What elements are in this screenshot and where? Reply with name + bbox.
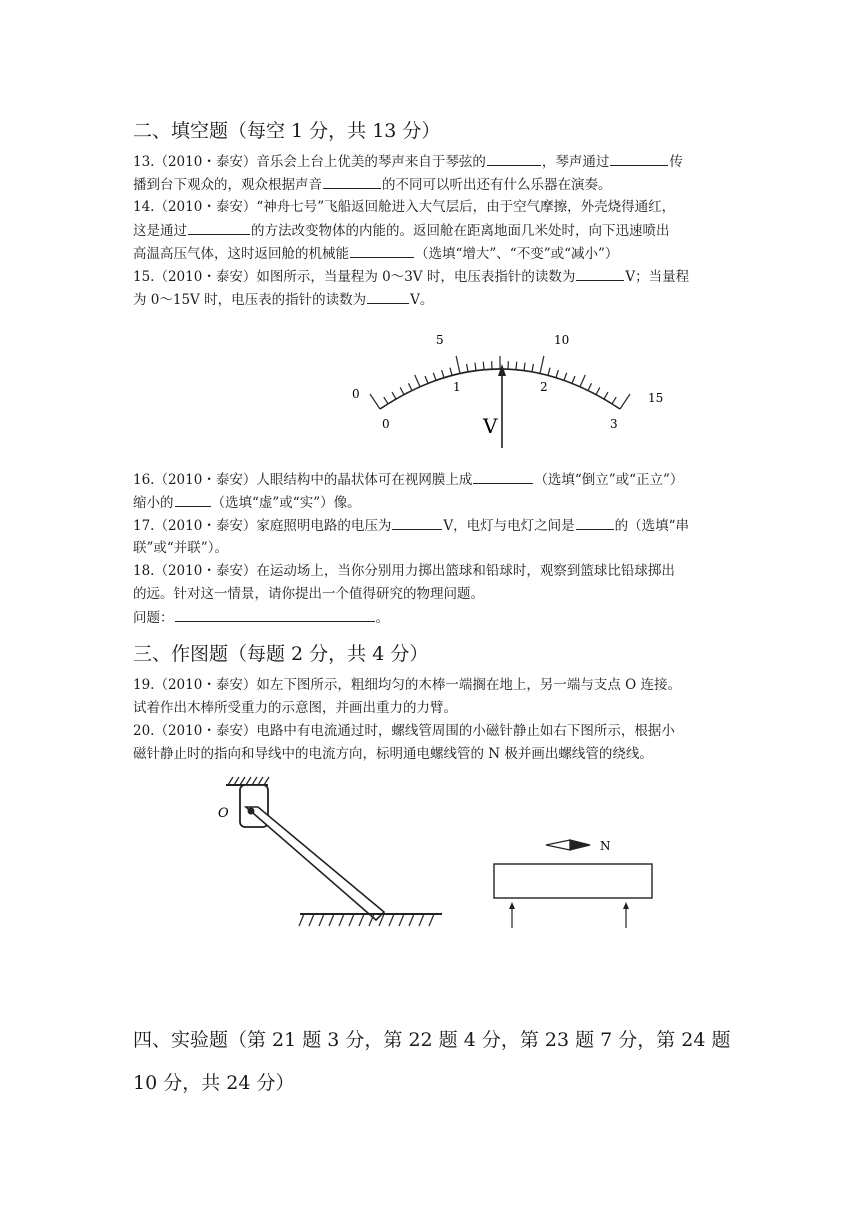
scale-label-top-15: 15 [648,391,664,405]
hatch-mark [409,914,414,926]
scale-tick [456,356,460,374]
hatch-mark [359,914,364,926]
current-arrow-left [509,902,515,909]
answer-blank [487,151,541,166]
scale-tick [384,397,388,404]
hatch-mark [234,777,239,785]
scale-tick [425,376,428,383]
scale-tick [467,364,468,372]
scale-label-top-10: 10 [554,333,570,347]
answer-blank [473,469,533,484]
hatch-mark [329,914,334,926]
hatch-mark [264,777,269,785]
scale-tick [442,370,444,378]
scale-tick [433,373,436,381]
current-arrow-right [623,902,629,909]
scale-tick [588,383,592,390]
hatch-mark [252,777,257,785]
answer-blank [175,492,211,507]
scale-label-bottom-3: 3 [610,417,618,431]
scale-tick [370,394,380,409]
scale-label-bottom-1: 1 [453,380,461,394]
section-title-fill-blank: 二、填空题（每空 1 分，共 13 分） [133,120,441,142]
scale-tick [556,370,558,378]
wooden-rod [246,807,384,920]
scale-tick [415,375,420,387]
voltmeter-figure [340,318,680,453]
compass-needle-black [570,840,590,850]
scale-tick [408,383,412,390]
scale-tick [564,373,567,381]
scale-tick [532,364,533,372]
hatch-mark [309,914,314,926]
hatch-mark [299,914,304,926]
scale-tick [450,368,452,376]
scale-tick [548,368,550,376]
section-title-experiment-cont: 10 分，共 24 分） [133,1072,295,1094]
scale-tick [392,392,396,399]
scale-tick [604,392,608,399]
hatch-mark [349,914,354,926]
answer-blank [188,220,250,235]
scale-tick [580,375,585,387]
answer-blank [350,243,414,258]
solenoid-figure [480,828,670,938]
hatch-mark [389,914,394,926]
scale-tick [572,376,575,383]
scale-tick [483,362,484,370]
scale-label-top-0: 0 [352,387,360,401]
pivot-point [248,808,255,815]
scale-tick [612,397,616,404]
pivot-label: O [218,806,229,821]
hatch-mark [319,914,324,926]
hatch-mark [240,777,245,785]
scale-tick [620,394,630,409]
voltmeter-symbol: V [483,414,498,438]
hatch-mark [399,914,404,926]
scale-label-bottom-2: 2 [540,380,548,394]
hatch-mark [246,777,251,785]
scale-tick [596,388,600,395]
compass-needle-white [546,840,570,850]
scale-label-bottom-0: 0 [382,417,390,431]
scale-label-top-5: 5 [436,333,444,347]
scale-tick [400,388,404,395]
answer-blank [576,266,624,281]
answer-blank [175,607,375,622]
answer-blank [576,515,614,530]
hatch-mark [429,914,434,926]
section-title-drawing: 三、作图题（每题 2 分，共 4 分） [133,643,429,665]
rod-lever-figure [210,775,450,935]
answer-blank [610,151,668,166]
scale-tick [516,362,517,370]
section-title-experiment: 四、实验题（第 21 题 3 分，第 22 题 4 分，第 23 题 7 分，第 24 题 [133,1029,731,1051]
hatch-mark [228,777,233,785]
solenoid-body [494,864,652,898]
pointer-arrow-head [498,364,506,376]
scale-tick [540,356,544,374]
scale-tick [524,363,525,371]
answer-blank [323,174,381,189]
scale-tick [475,363,476,371]
answer-blank [392,515,442,530]
hatch-mark [419,914,424,926]
answer-blank [367,289,409,304]
hatch-mark [339,914,344,926]
hatch-mark [258,777,263,785]
needle-north-label: N [600,839,611,853]
